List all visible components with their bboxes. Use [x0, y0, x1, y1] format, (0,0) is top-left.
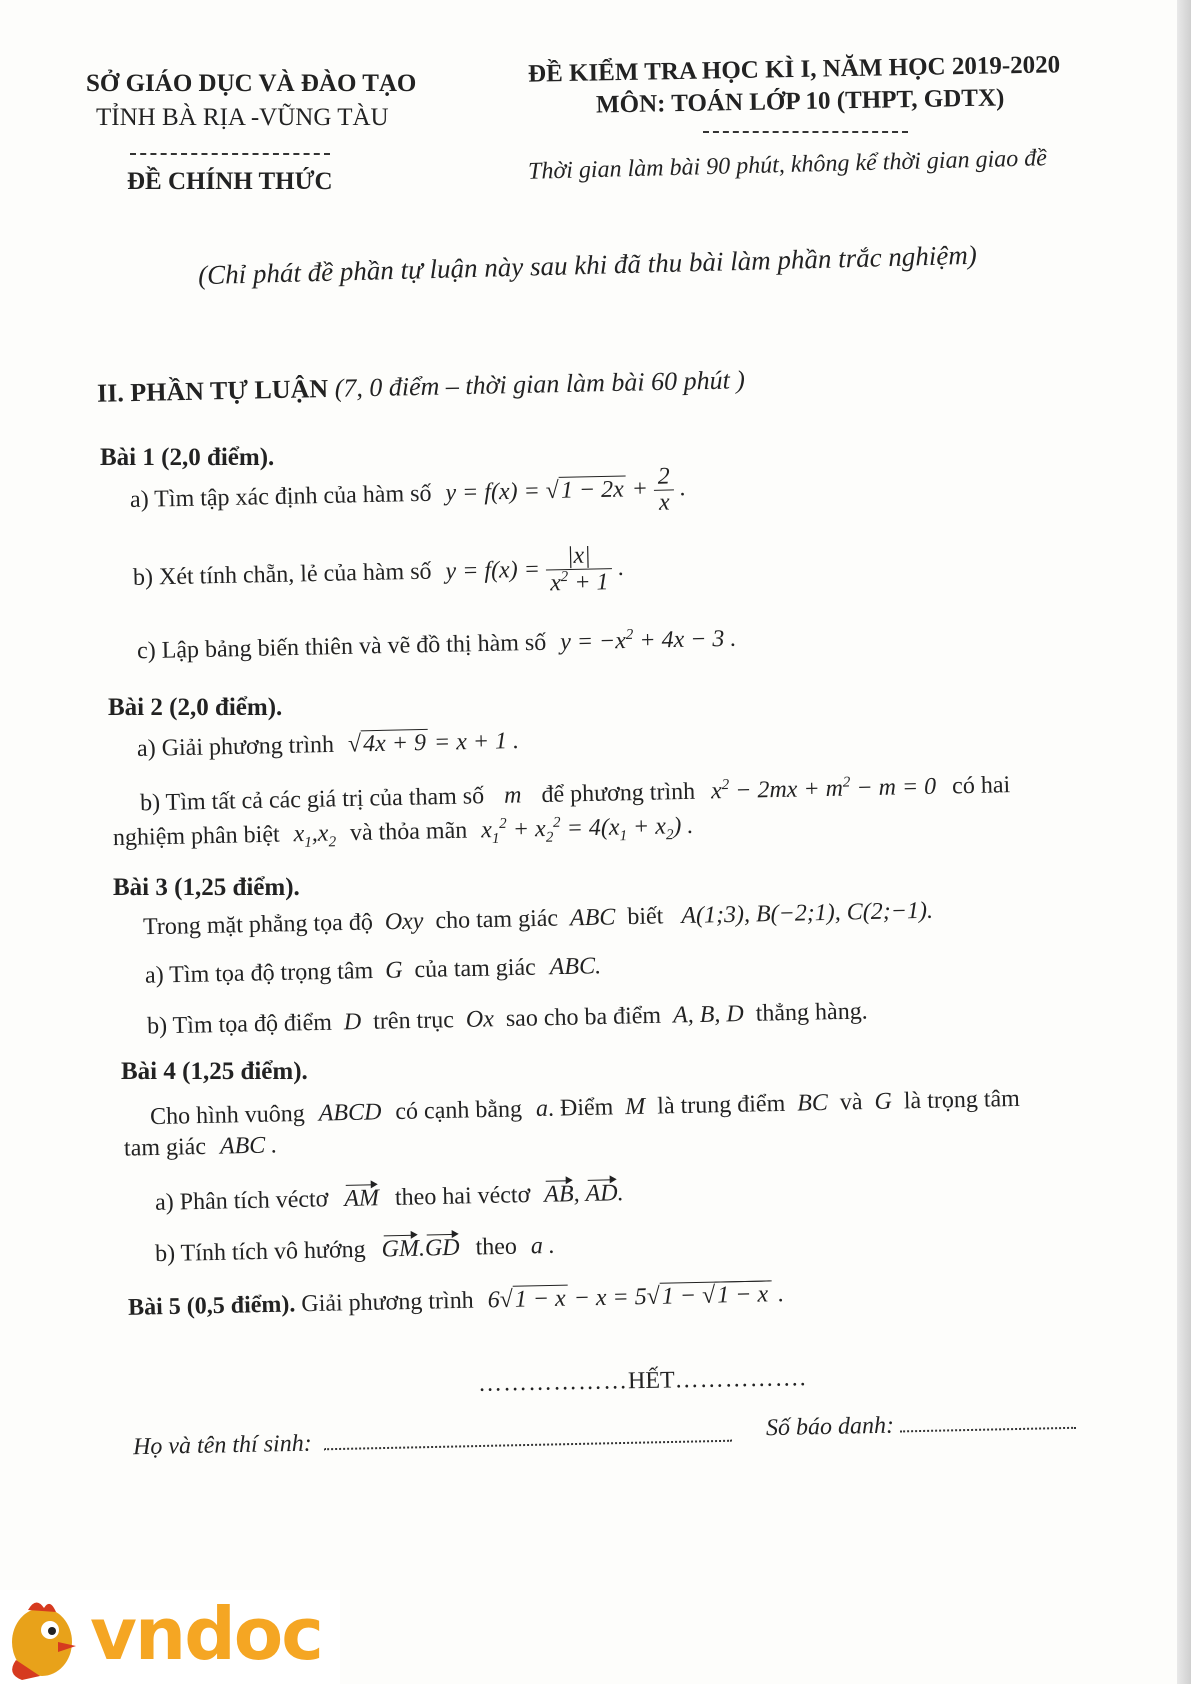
end-label: HẾT: [627, 1367, 675, 1395]
bai3-heading: Bài 3 (1,25 điểm).: [113, 874, 300, 901]
name-label: Họ và tên thí sinh:: [132, 1430, 312, 1461]
bai4-intro-text1: Cho hình vuông: [149, 1100, 306, 1131]
bai2-a: [137, 728, 520, 763]
bai5-equation: 6√1 − x − x = 5√1 − √1 − x .: [487, 1281, 785, 1314]
section-note: (7, 0 điểm – thời gian làm bài 60 phút ): [334, 365, 746, 403]
dot-product-gm-gd: GM.GD: [381, 1235, 460, 1263]
bai3-intro-text1: Trong mặt phẳng tọa độ: [142, 909, 374, 941]
candidate-name-line: [133, 1422, 732, 1462]
bai1-heading: Bài 1 (2,0 điểm).: [100, 444, 275, 471]
point-m: M: [625, 1093, 646, 1121]
triangle-abc: ABC: [569, 904, 616, 932]
bai5-heading: Bài 5 (0,5 điểm).: [127, 1291, 296, 1321]
bai4-intro-text7: tam giác: [123, 1133, 207, 1162]
bai1-a-formula: y = f(x) = √1 − 2x + $\frac{2}{x}$ .: [445, 463, 687, 516]
points-abc: A(1;3), B(−2;1), C(2;−1).: [681, 897, 934, 929]
bai5-text: Giải phương trình: [301, 1287, 474, 1318]
bai4-intro-line2: [124, 1132, 278, 1162]
side-a: a: [535, 1095, 549, 1123]
end-marker: [478, 1365, 807, 1398]
side-a-2: a .: [530, 1232, 556, 1260]
bai3-intro: [143, 898, 933, 942]
bai5: [128, 1281, 785, 1322]
bai4-a: [155, 1176, 624, 1217]
bai4-intro-text5: và: [839, 1089, 863, 1116]
bai4-intro-text2: có cạnh bằng: [395, 1096, 523, 1125]
bai4-intro-line1: [150, 1086, 1020, 1131]
vndoc-logo-text: vndoc: [90, 1592, 322, 1676]
section-title: II. PHẦN TỰ LUẬN: [96, 373, 329, 408]
bai2-b-text5: và thỏa mãn: [349, 817, 468, 847]
official-label: ĐỀ CHÍNH THỨC: [127, 168, 333, 195]
centroid-g-2: G: [874, 1088, 893, 1115]
name-blank[interactable]: [324, 1440, 732, 1451]
exam-title: ĐỀ KIỂM TRA HỌC KÌ I, NĂM HỌC 2019-2020: [527, 51, 1061, 88]
bai1-b-text: b) Xét tính chẵn, lẻ của hàm số: [132, 558, 432, 591]
bai1-c-formula: $y = -x^2 + 4x - 3$ .: [559, 625, 737, 656]
points-abd: A, B, D: [672, 1001, 744, 1029]
bai1-c-text: c) Lập bảng biến thiên và vẽ đồ thị hàm số: [136, 629, 547, 665]
divider-right: [703, 131, 908, 133]
section-heading: [97, 365, 745, 409]
bai3-b-text4: thẳng hàng.: [755, 998, 868, 1027]
bai1-a: [130, 464, 687, 527]
time-note: Thời gian làm bài 90 phút, không kể thời gian giao đề: [527, 145, 1048, 185]
bai4-b-text2: theo: [475, 1233, 518, 1261]
id-blank[interactable]: [900, 1427, 1076, 1433]
end-dots-left: ………………: [477, 1368, 629, 1397]
end-dots-right: …………….: [674, 1365, 807, 1394]
square-abcd: ABCD: [318, 1099, 382, 1127]
bai2-b-equation: $x^2 - 2mx + m^2 - m = 0$: [710, 773, 937, 805]
axis-ox: Ox: [465, 1006, 495, 1033]
triangle-abc-2: ABC.: [549, 953, 602, 981]
bai2-b-text3: có hai: [951, 772, 1011, 800]
id-label: Số báo danh:: [765, 1412, 895, 1442]
divider-left: [130, 153, 330, 155]
bai3-a: [145, 953, 602, 990]
bai2-b-text2: để phương trình: [541, 778, 696, 808]
instruction: (Chỉ phát đề phần tự luận này sau khi đã thu bài làm phần trắc nghiệm): [197, 239, 978, 291]
bai1-c: [137, 625, 737, 666]
bai3-b-text2: trên trục: [372, 1007, 455, 1035]
segment-bc: BC: [796, 1089, 829, 1117]
candidate-id-line: [766, 1409, 1076, 1442]
bai3-a-text1: a) Tìm tọa độ trọng tâm: [144, 958, 374, 989]
vectors-ab-ad: AB, AD.: [544, 1180, 624, 1208]
subject: MÔN: TOÁN LỚP 10 (THPT, GDTX): [595, 84, 1005, 119]
centroid-g: G: [384, 957, 403, 984]
vndoc-logo[interactable]: [0, 1590, 340, 1684]
bai4-heading: Bài 4 (1,25 điểm).: [121, 1058, 308, 1085]
province: TỈNH BÀ RỊA -VŨNG TÀU: [96, 104, 389, 131]
param-m: m: [503, 782, 522, 809]
bai2-b-condition: $x_1^2 + x_2^2 = 4(x_1 + x_2)$ .: [480, 812, 694, 847]
bai2-b-text4: nghiệm phân biệt: [112, 821, 280, 852]
bai4-intro-text4: là trung điểm: [656, 1090, 786, 1120]
triangle-abc-3: ABC .: [219, 1132, 278, 1160]
bai2-heading: Bài 2 (2,0 điểm).: [108, 694, 283, 721]
point-d: D: [343, 1009, 362, 1036]
system-oxy: Oxy: [384, 908, 424, 936]
bai4-intro-text3: . Điểm: [547, 1094, 614, 1122]
bai2-b-line1: [140, 769, 1130, 818]
bai3-b-text1: b) Tìm tọa độ điểm: [146, 1009, 333, 1040]
vector-am: AM: [344, 1181, 379, 1213]
bai4-a-text2: theo hai véctơ: [394, 1182, 531, 1211]
bai4-intro-text6: là trọng tâm: [903, 1085, 1021, 1115]
bai3-b-text3: sao cho ba điểm: [505, 1002, 662, 1033]
bai1-a-text: a) Tìm tập xác định của hàm số: [129, 480, 432, 514]
bai2-b-line2: [113, 812, 694, 856]
bai3-intro-text2: cho tam giác: [435, 905, 559, 935]
scan-edge: [1177, 0, 1191, 1684]
bai3-b: [147, 998, 868, 1040]
bai1-b: [133, 543, 625, 606]
bai2-a-formula: √4x + 9 = x + 1 .: [347, 728, 520, 758]
bai4-b: [155, 1229, 555, 1268]
bai1-b-formula: y = f(x) = $\frac{|x|}{x^2 + 1}$ .: [445, 542, 625, 597]
roots-x1-x2: $x_1,x_2$: [293, 820, 337, 851]
bai4-b-text1: b) Tính tích vô hướng: [154, 1236, 366, 1268]
department: SỞ GIÁO DỤC VÀ ĐÀO TẠO: [86, 70, 417, 97]
bai3-intro-text3: biết: [627, 903, 664, 931]
bai4-a-text1: a) Phân tích véctơ: [154, 1186, 329, 1216]
bai2-b-text1: b) Tìm tất cả các giá trị của tham số: [139, 783, 485, 817]
bai2-a-text: a) Giải phương trình: [136, 731, 335, 762]
bai3-a-text2: của tam giác: [414, 954, 537, 984]
